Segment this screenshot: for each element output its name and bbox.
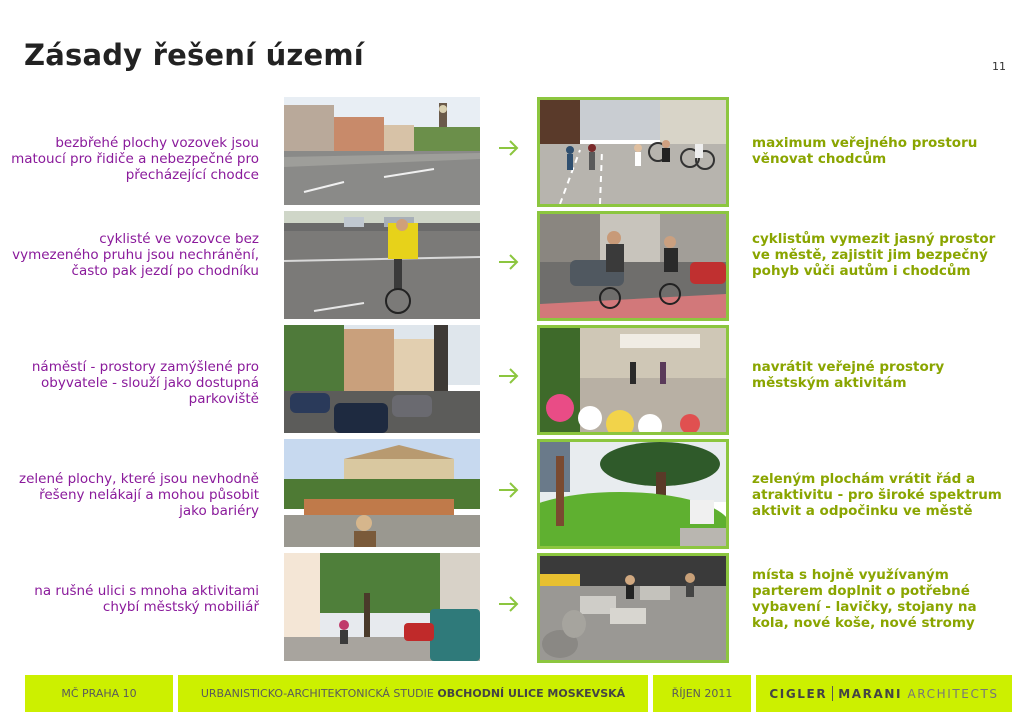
- problem-text: náměstí - prostory zamýšlené pro obyvatele - slouží jako dostupná parkoviště: [31, 359, 259, 407]
- solution-text: zeleným plochám vrátit řád a atraktivitu - pro široké spektrum aktivit a odpočinku ve městě: [752, 471, 1002, 519]
- solution-text: maximum veřejného prostoru věnovat chodcům: [752, 135, 978, 167]
- arrow-icon: [498, 593, 520, 619]
- cyclist-in-traffic-photo: [284, 211, 480, 319]
- green-mound-photo: [537, 439, 729, 549]
- problem-text: zelené plochy, které jsou nevhodně řešeny nelákají a mohou působit jako bariéry: [19, 471, 259, 519]
- footer-study-name: OBCHODNÍ ULICE MOSKEVSKÁ: [437, 687, 626, 700]
- logo-marani: MARANI: [838, 686, 903, 701]
- arrow-icon: [498, 479, 520, 505]
- pedestrian-street-photo: [537, 97, 729, 207]
- principle-row-2: [0, 211, 1024, 321]
- wide-street-photo: [284, 97, 480, 205]
- footer-district: MČ PRAHA 10: [25, 675, 173, 712]
- solution-text: cyklistům vymezit jasný prostor ve městě, zajistit jim bezpečný pohyb vůči autům i chodcům: [752, 231, 996, 279]
- arrow-icon: [498, 251, 520, 277]
- company-logo: [756, 675, 1012, 712]
- street-furniture-photo: [537, 553, 729, 663]
- bike-lane-photo: [537, 211, 729, 321]
- arrow-icon: [498, 137, 520, 163]
- green-barrier-photo: [284, 439, 480, 547]
- footer-study-prefix: URBANISTICKO-ARCHITEKTONICKÁ STUDIE: [200, 687, 438, 700]
- logo-architects: ARCHITECTS: [902, 686, 999, 701]
- principle-row-3: [0, 325, 1024, 435]
- page-number: 11: [992, 60, 1006, 73]
- principle-row-5: [0, 553, 1024, 663]
- square-parking-photo: [284, 325, 480, 433]
- solution-text: místa s hojně využívaným parterem doplnit o potřebné vybavení - lavičky, stojany na kola, nové koše, nové stromy: [752, 567, 977, 631]
- arrow-icon: [498, 365, 520, 391]
- logo-cigler: CIGLER: [769, 686, 828, 701]
- busy-street-photo: [284, 553, 480, 661]
- footer-study-title: [178, 675, 648, 712]
- logo-divider: [832, 686, 833, 701]
- footer-date: ŘÍJEN 2011: [653, 675, 751, 712]
- problem-text: na rušné ulici s mnoha aktivitami chybí městský mobiliář: [34, 583, 259, 615]
- problem-text: bezbřehé plochy vozovek jsou matoucí pro řidiče a nebezpečné pro přecházející chodce: [11, 135, 259, 183]
- solution-text: navrátit veřejné prostory městským aktivitám: [752, 359, 945, 391]
- flower-market-photo: [537, 325, 729, 435]
- principle-row-4: [0, 439, 1024, 549]
- page-title: Zásady řešení území: [24, 38, 364, 72]
- principle-row-1: [0, 97, 1024, 207]
- footer-bar: [25, 675, 1012, 712]
- problem-text: cyklisté ve vozovce bez vymezeného pruhu jsou nechránění, často pak jezdí po chodníku: [12, 231, 259, 279]
